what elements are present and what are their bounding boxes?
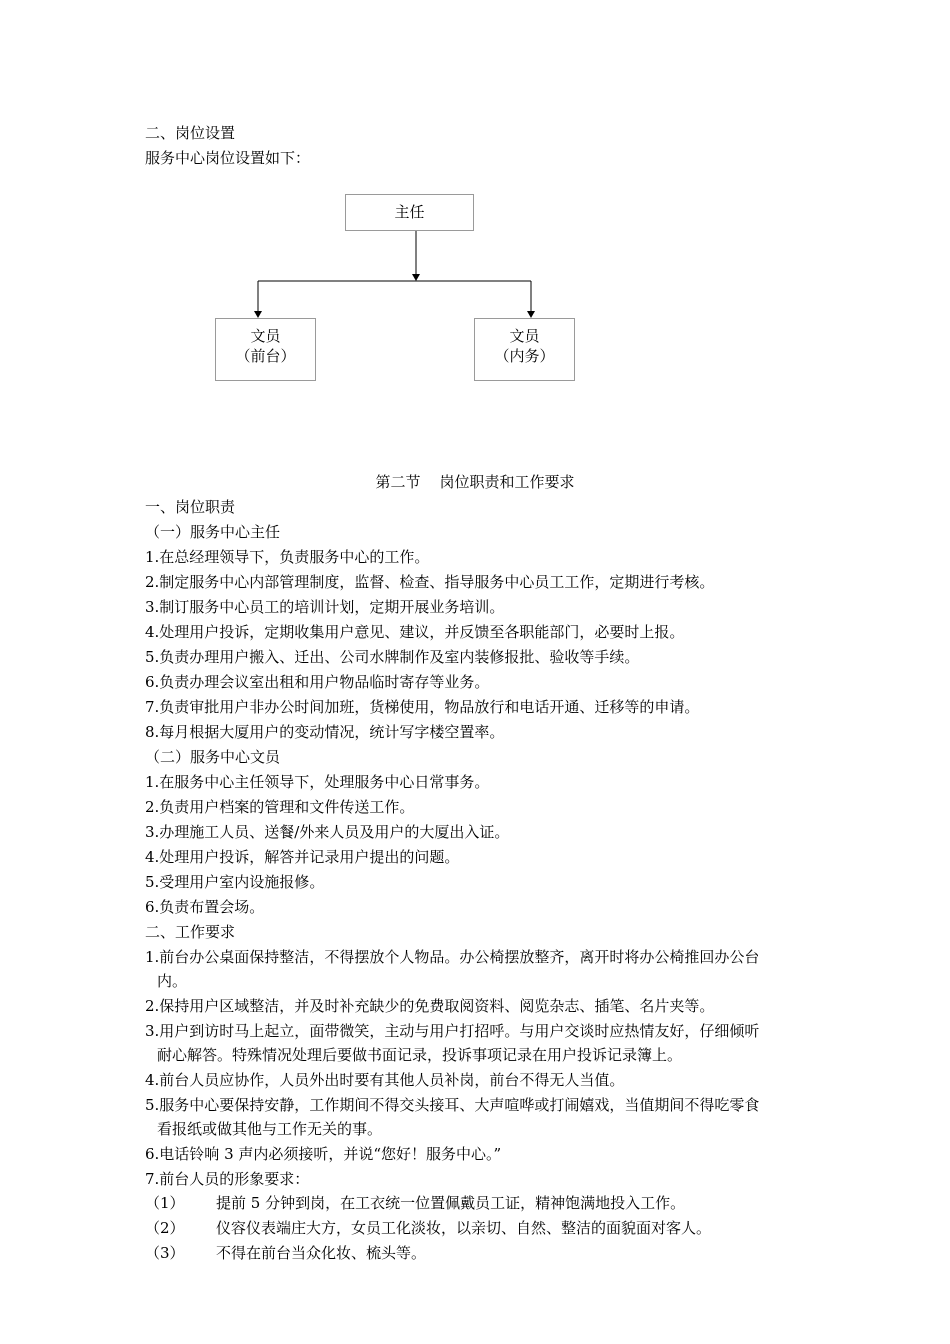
list-item: 1.前台办公桌面保持整洁，不得摆放个人物品。办公椅摆放整齐，离开时将办公椅推回办公台 xyxy=(145,948,760,966)
list-item: 5.负责办理用户搬入、迁出、公司水牌制作及室内装修报批、验收等手续。 xyxy=(145,648,640,666)
list-item: 5.服务中心要保持安静，工作期间不得交头接耳、大声喧哗或打闹嬉戏，当值期间不得吃零食 xyxy=(145,1096,760,1114)
list-item: 1.在服务中心主任领导下，处理服务中心日常事务。 xyxy=(145,773,490,791)
org-box-director xyxy=(345,194,474,231)
sub-item-number: （3） xyxy=(145,1244,185,1262)
arrowhead-left xyxy=(254,311,262,318)
list-item-continuation: 内。 xyxy=(157,972,188,990)
arrowhead-right xyxy=(527,311,535,318)
org-box-front-desk-sub: （前台） xyxy=(235,347,296,365)
org-box-internal-title: 文员 xyxy=(509,327,540,345)
section-intro: 服务中心岗位设置如下： xyxy=(145,149,311,167)
org-box-director-title: 主任 xyxy=(394,203,425,221)
sub-item-number: （2） xyxy=(145,1219,185,1237)
org-box-internal-sub: （内务） xyxy=(494,347,555,365)
list-item: 4.处理用户投诉，解答并记录用户提出的问题。 xyxy=(145,848,460,866)
arrowhead-trunk xyxy=(412,274,420,281)
list-item: 6.负责办理会议室出租和用户物品临时寄存等业务。 xyxy=(145,673,490,691)
list-item: 8.每月根据大厦用户的变动情况，统计写字楼空置率。 xyxy=(145,723,505,741)
requirements-heading: 二、工作要求 xyxy=(145,923,236,941)
list-item: 3.制订服务中心员工的培训计划，定期开展业务培训。 xyxy=(145,598,505,616)
list-item: 4.前台人员应协作，人员外出时要有其他人员补岗，前台不得无人当值。 xyxy=(145,1071,625,1089)
list-item: 6.电话铃响 3 声内必须接听，并说“您好！服务中心。” xyxy=(145,1145,502,1163)
list-item: 3.办理施工人员、送餐/外来人员及用户的大厦出入证。 xyxy=(145,823,510,841)
sub-item-text: 仪容仪表端庄大方，女员工化淡妆，以亲切、自然、整洁的面貌面对客人。 xyxy=(216,1219,712,1237)
list-item: 3.用户到访时马上起立，面带微笑，主动与用户打招呼。与用户交谈时应热情友好，仔细倾听 xyxy=(145,1022,760,1040)
org-box-internal xyxy=(474,318,575,381)
section-heading: 二、岗位设置 xyxy=(145,124,236,142)
list-item: 4.处理用户投诉，定期收集用户意见、建议，并反馈至各职能部门，必要时上报。 xyxy=(145,623,685,641)
list-item: 7.前台人员的形象要求： xyxy=(145,1170,310,1188)
org-box-front-desk xyxy=(215,318,316,381)
list-item: 1.在总经理领导下，负责服务中心的工作。 xyxy=(145,548,430,566)
sub-item-text: 不得在前台当众化妆、梳头等。 xyxy=(216,1244,427,1262)
list-item: 6.负责布置会场。 xyxy=(145,898,265,916)
sub-item-number: （1） xyxy=(145,1194,185,1212)
org-box-front-desk-title: 文员 xyxy=(250,327,281,345)
list-item-continuation: 看报纸或做其他与工作无关的事。 xyxy=(157,1120,383,1138)
clerk-heading: （二）服务中心文员 xyxy=(145,748,281,766)
duties-heading: 一、岗位职责 xyxy=(145,498,236,516)
list-item: 2.负责用户档案的管理和文件传送工作。 xyxy=(145,798,415,816)
list-item: 7.负责审批用户非办公时间加班，货梯使用，物品放行和电话开通、迁移等的申请。 xyxy=(145,698,700,716)
list-item: 2.制定服务中心内部管理制度，监督、检查、指导服务中心员工工作，定期进行考核。 xyxy=(145,573,715,591)
list-item: 5.受理用户室内设施报修。 xyxy=(145,873,325,891)
list-item-continuation: 耐心解答。特殊情况处理后要做书面记录，投诉事项记录在用户投诉记录簿上。 xyxy=(157,1046,683,1064)
list-item: 2.保持用户区域整洁，并及时补充缺少的免费取阅资料、阅览杂志、插笔、名片夹等。 xyxy=(145,997,715,1015)
chapter-title: 第二节 岗位职责和工作要求 xyxy=(375,473,575,491)
director-heading: （一）服务中心主任 xyxy=(145,523,281,541)
sub-item-text: 提前 5 分钟到岗，在工衣统一位置佩戴员工证，精神饱满地投入工作。 xyxy=(216,1194,686,1212)
